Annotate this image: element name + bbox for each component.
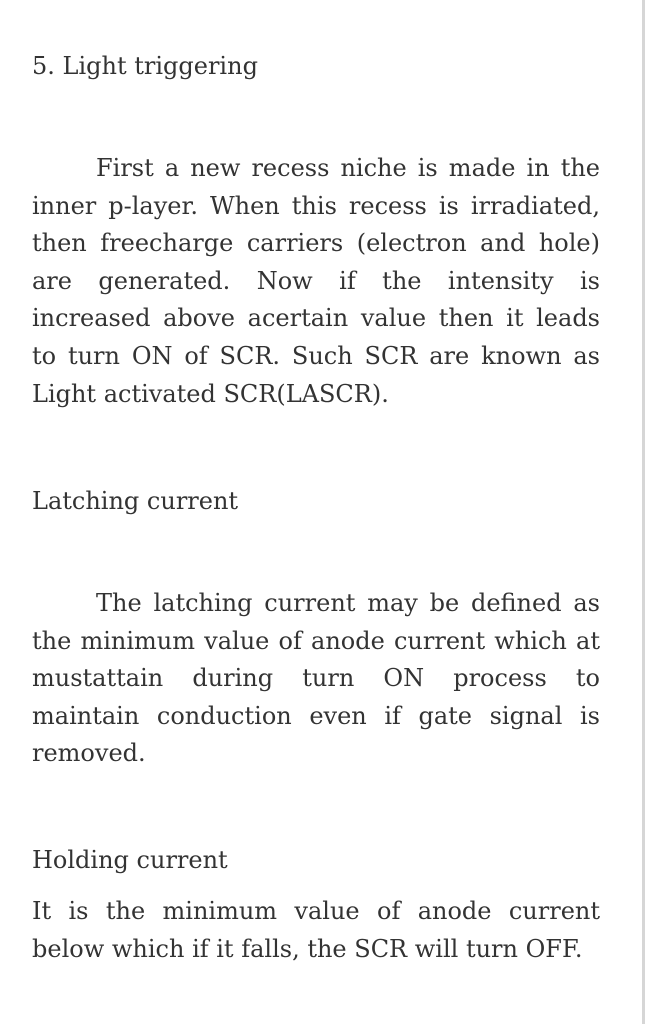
paragraph-latching-current: The latching current may be defined as the minimum value of anode current which at mustattain during turn ON process to maintain conduction even if gate signal is removed. xyxy=(32,589,600,768)
paragraph-light-triggering: First a new recess niche is made in the inner p-layer. When this recess is irradiated, then freecharge carriers (electron and hole) are generated. Now if the intensity is increased above acertain value then it leads to turn ON of SCR. Such SCR are known as Light activated SCR(LASCR). xyxy=(32,154,600,408)
paragraph-holding-current: It is the minimum value of anode current below which if it falls, the SCR will turn OFF. xyxy=(32,897,600,963)
heading-latching-current: Latching current xyxy=(32,487,239,515)
heading-holding-current: Holding current xyxy=(32,846,228,874)
heading-light-triggering: 5. Light triggering xyxy=(32,52,258,80)
